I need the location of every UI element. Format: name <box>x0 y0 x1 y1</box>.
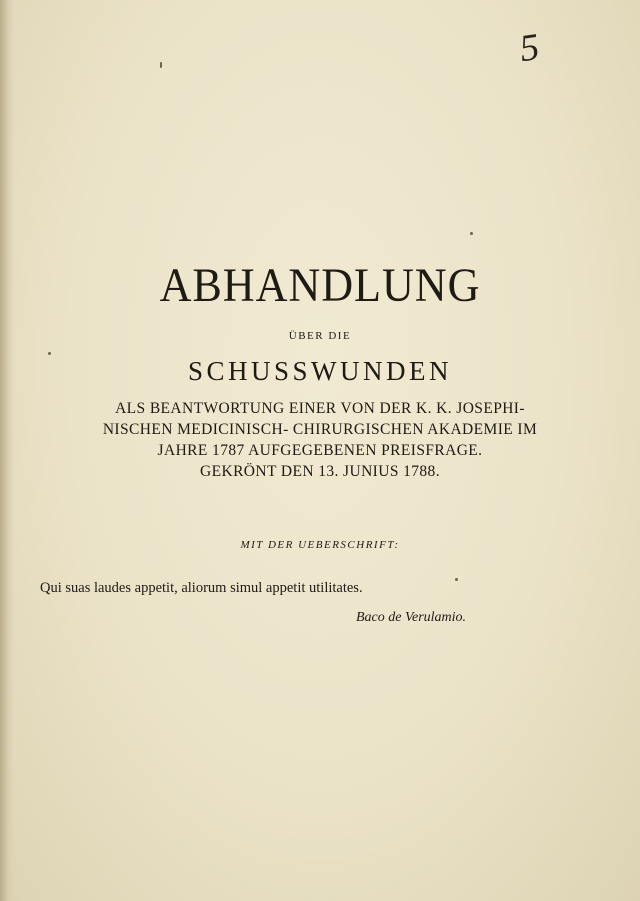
description-line: ALS BEANTWORTUNG EINER VON DER K. K. JOSEPHI- <box>115 400 525 417</box>
paper-speck <box>470 232 473 235</box>
motto-label: MIT DER UEBERSCHRIFT: <box>240 539 400 551</box>
page-gutter-edge <box>0 0 14 901</box>
motto-quote: Qui suas laudes appetit, aliorum simul appetit utilitates. <box>40 580 363 596</box>
paper-speck <box>48 352 51 355</box>
page-subtitle: SCHUSSWUNDEN <box>187 356 453 386</box>
description-line: JAHRE 1787 AUFGEGEBENEN PREISFRAGE. <box>157 442 483 459</box>
paper-speck <box>455 578 458 581</box>
motto-attribution: Baco de Verulamio. <box>356 610 467 625</box>
page-number: 5 <box>517 25 542 71</box>
paper-speck <box>160 62 162 68</box>
description-line: GEKRÖNT DEN 13. JUNIUS 1788. <box>200 463 440 480</box>
title-connector: ÜBER DIE <box>288 330 352 342</box>
description-block <box>40 398 600 482</box>
description-line: NISCHEN MEDICINISCH- CHIRURGISCHEN AKADEMIE IM <box>102 421 538 438</box>
page-title: ABHANDLUNG <box>159 259 481 312</box>
